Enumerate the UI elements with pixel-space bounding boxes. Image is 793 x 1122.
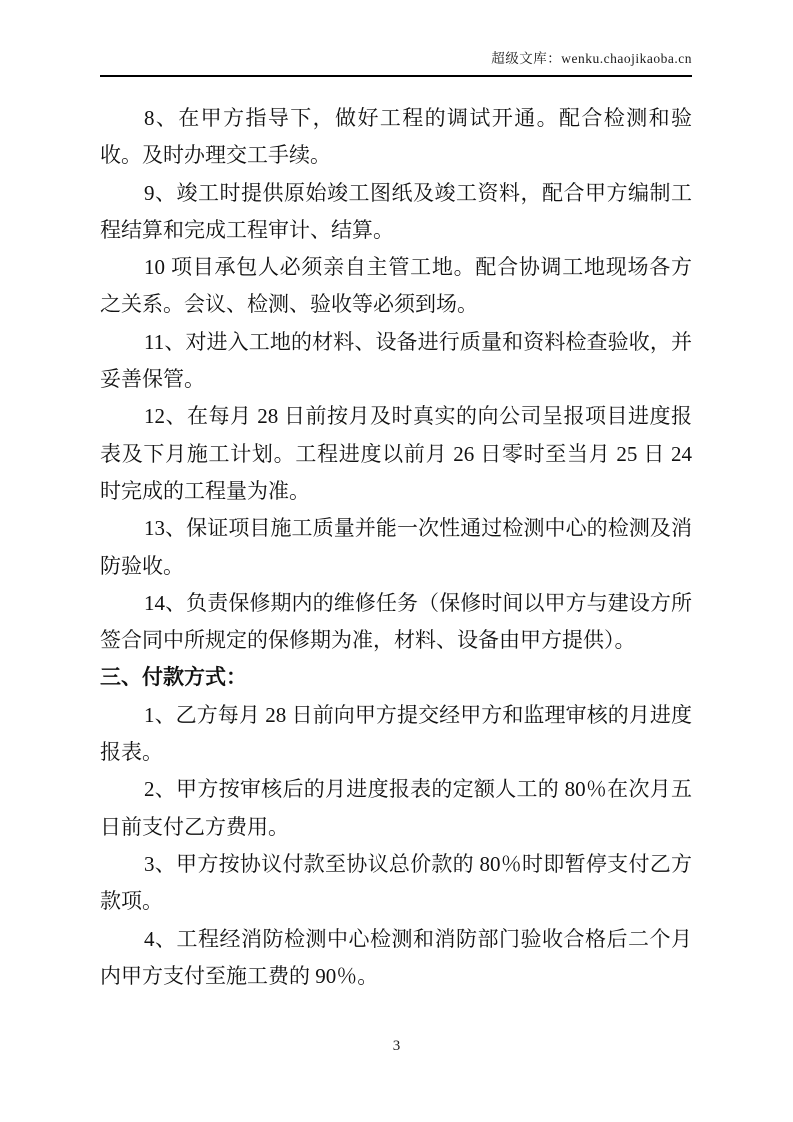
clause-12: 12、在每月 28 日前按月及时真实的向公司呈报项目进度报表及下月施工计划。工程进度以前月 26 日零时至当月 25 日 24 时完成的工程量为准。: [100, 404, 692, 503]
clause-10: 10 项目承包人必须亲自主管工地。配合协调工地现场各方之关系。会议、检测、验收等必须到场。: [100, 255, 692, 317]
payment-clause-2: 2、甲方按审核后的月进度报表的定额人工的 80％在次月五日前支付乙方费用。: [100, 777, 692, 839]
section-heading-payment: 三、付款方式：: [100, 665, 247, 690]
clause-13: 13、保证项目施工质量并能一次性通过检测中心的检测及消防验收。: [100, 516, 692, 578]
watermark-text: 超级文库：wenku.chaojikaoba.cn: [491, 51, 692, 66]
payment-clause-1: 1、乙方每月 28 日前向甲方提交经甲方和监理审核的月进度报表。: [100, 702, 692, 765]
payment-clause-3: 3、甲方按协议付款至协议总价款的 80％时即暂停支付乙方款项。: [100, 851, 692, 914]
page-footer: [0, 1038, 793, 1055]
document-body: [100, 100, 692, 995]
content-column: [100, 0, 692, 995]
payment-clause-4: 4、工程经消防检测中心检测和消防部门验收合格后二个月内甲方支付至施工费的 90％。: [100, 926, 692, 988]
page-header: [100, 0, 692, 77]
clause-9: 9、竣工时提供原始竣工图纸及竣工资料，配合甲方编制工程结算和完成工程审计、结算。: [100, 180, 692, 242]
clause-8: 8、在甲方指导下，做好工程的调试开通。配合检测和验收。及时办理交工手续。: [100, 106, 692, 168]
clause-14: 14、负责保修期内的维修任务（保修时间以甲方与建设方所签合同中所规定的保修期为准，材料、设备由甲方提供）。: [100, 590, 692, 653]
page-number: 3: [392, 1038, 401, 1054]
clause-11: 11、对进入工地的材料、设备进行质量和资料检查验收，并妥善保管。: [100, 329, 692, 392]
